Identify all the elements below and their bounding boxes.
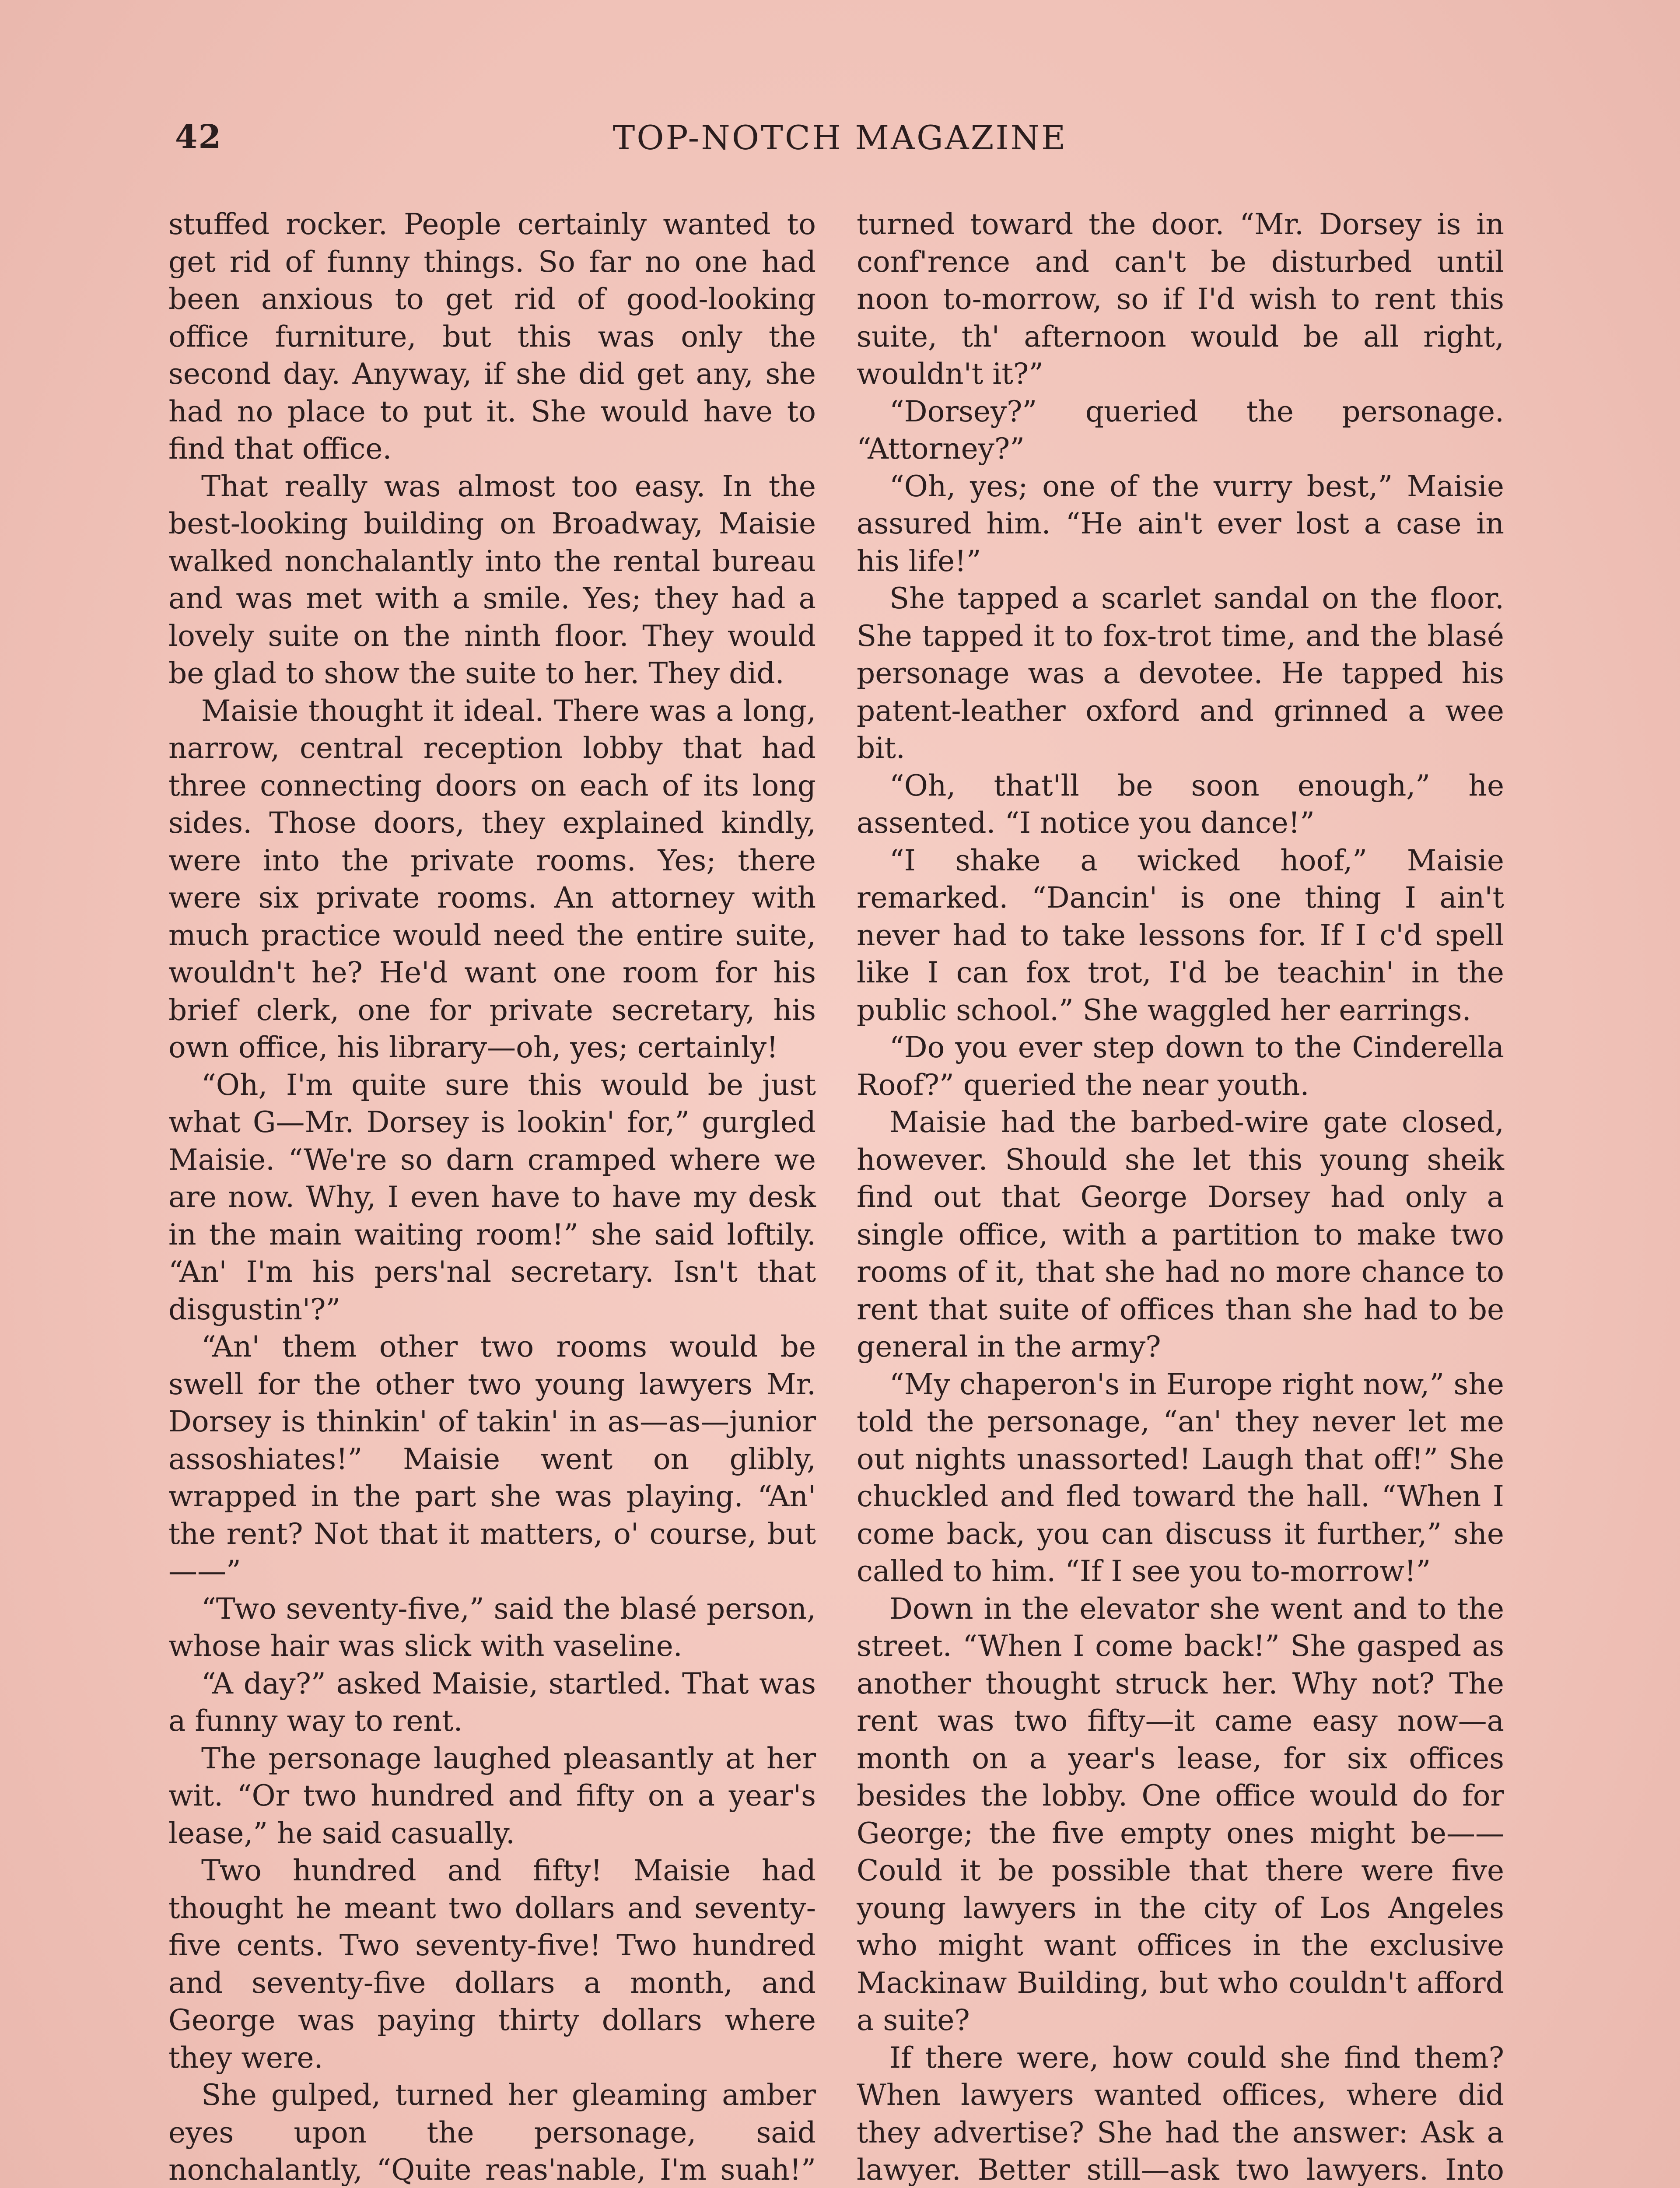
paragraph: The personage laughed pleasantly at her wit. “Or two hundred and fifty on a year's lease,” he said casually.: [168, 1741, 816, 1850]
paragraph: “I shake a wicked hoof,” Maisie remarked. “Dancin' is one thing I ain't never had to take lessons for. If I c'd spell like I can fox trot, I'd be teachin' in the public school.” She waggled her earrings.: [857, 843, 1504, 1027]
paragraph: “An' them other two rooms would be swell for the other two young lawyers Mr. Dorsey is thinkin' of takin' in as—as—junior assoshiates!” Maisie went on glibly, wrapped in the part she was playing. “An' the rent? Not that it matters, o' course, but——”: [168, 1330, 816, 1588]
paragraph: If there were, how could she find them? When lawyers wanted offices, where did they advertise? She had the answer: Ask a lawyer. Better still—ask two lawyers. Into: [857, 2041, 1504, 2187]
paragraph: That really was almost too easy. In the best-looking building on Broadway, Maisie walked nonchalantly into the rental bureau and was met with a smile. Yes; they had a lovely suite on the ninth floor. They would be glad to show the suite to her. They did.: [168, 469, 816, 690]
left-column: [168, 206, 816, 2188]
paragraph: “My chaperon's in Europe right now,” she told the personage, “an' they never let me out nights unassorted! Laugh that off!” She chuckled and fled toward the hall. “When I come back, you can discuss it further,” she called to him. “If I see you to-morrow!”: [857, 1367, 1504, 1588]
paragraph: “Do you ever step down to the Cinderella Roof?” queried the near youth.: [857, 1031, 1504, 1102]
paragraph: She gulped, turned her gleaming amber eyes upon the personage, said nonchalantly, “Quite reas'nable, I'm suah!”: [168, 2078, 816, 2187]
paragraph: Maisie had the barbed-wire gate closed, however. Should she let this young sheik find out that George Dorsey had only a single office, with a partition to make two rooms of it, that she had no more chance to rent that suite of offices than she had to be general in the army?: [857, 1105, 1504, 1364]
paragraph: “Oh, I'm quite sure this would be just what G—Mr. Dorsey is lookin' for,” gurgled Maisie. “We're so darn cramped where we are now. Why, I even have to have my desk in the main waiting room!” she said loftily. “An' I'm his pers'nal secretary. Isn't that disgustin'?”: [168, 1068, 816, 1326]
paragraph: stuffed rocker. People certainly wanted to get rid of funny things. So far no one had been anxious to get rid of good-looking office furniture, but this was only the second day. Anyway, if she did get any, she had no place to put it. She would have to find that office.: [168, 207, 816, 466]
paragraph: “Two seventy-five,” said the blasé person, whose hair was slick with vaseline.: [168, 1592, 816, 1663]
paragraph: Maisie thought it ideal. There was a long, narrow, central reception lobby that had three connecting doors on each of its long sides. Those doors, they explained kindly, were into the private rooms. Yes; there were six private rooms. An attorney with much practice would need the entire suite, wouldn't he? He'd want one room for his brief clerk, one for private secretary, his own office, his library—oh, yes; certainly!: [168, 694, 816, 1064]
paragraph: Two hundred and fifty! Maisie had thought he meant two dollars and seventy-five cents. Two seventy-five! Two hundred and seventy-five dollars a month, and George was paying thirty dollars where they were.: [168, 1854, 816, 2075]
paragraph: “A day?” asked Maisie, startled. That was a funny way to rent.: [168, 1666, 816, 1738]
running-title: TOP-NOTCH MAGAZINE: [612, 118, 1068, 157]
page-number: 42: [175, 118, 222, 156]
paragraph: “Dorsey?” queried the personage. “Attorney?”: [857, 394, 1504, 466]
paragraph: “Oh, yes; one of the vurry best,” Maisie assured him. “He ain't ever lost a case in his life!”: [857, 469, 1504, 578]
paragraph: Down in the elevator she went and to the street. “When I come back!” She gasped as another thought struck her. Why not? The rent was two fifty—it came easy now—a month on a year's lease, for six offices besides the lobby. One office would do for George; the five empty ones might be—— Could it be possible that there were five young lawyers in the city of Los Angeles who might want offices in the exclusive Mackinaw Building, but who couldn't afford a suite?: [857, 1592, 1504, 2037]
paragraph: turned toward the door. “Mr. Dorsey is in conf'rence and can't be disturbed until noon to-morrow, so if I'd wish to rent this suite, th' afternoon would be all right, wouldn't it?”: [857, 207, 1504, 391]
paragraph: “Oh, that'll be soon enough,” he assented. “I notice you dance!”: [857, 768, 1504, 840]
paragraph: She tapped a scarlet sandal on the floor. She tapped it to fox-trot time, and the blasé personage was a devotee. He tapped his patent-leather oxford and grinned a wee bit.: [857, 582, 1504, 765]
page-header: [175, 118, 1505, 166]
right-column: [857, 206, 1504, 2188]
